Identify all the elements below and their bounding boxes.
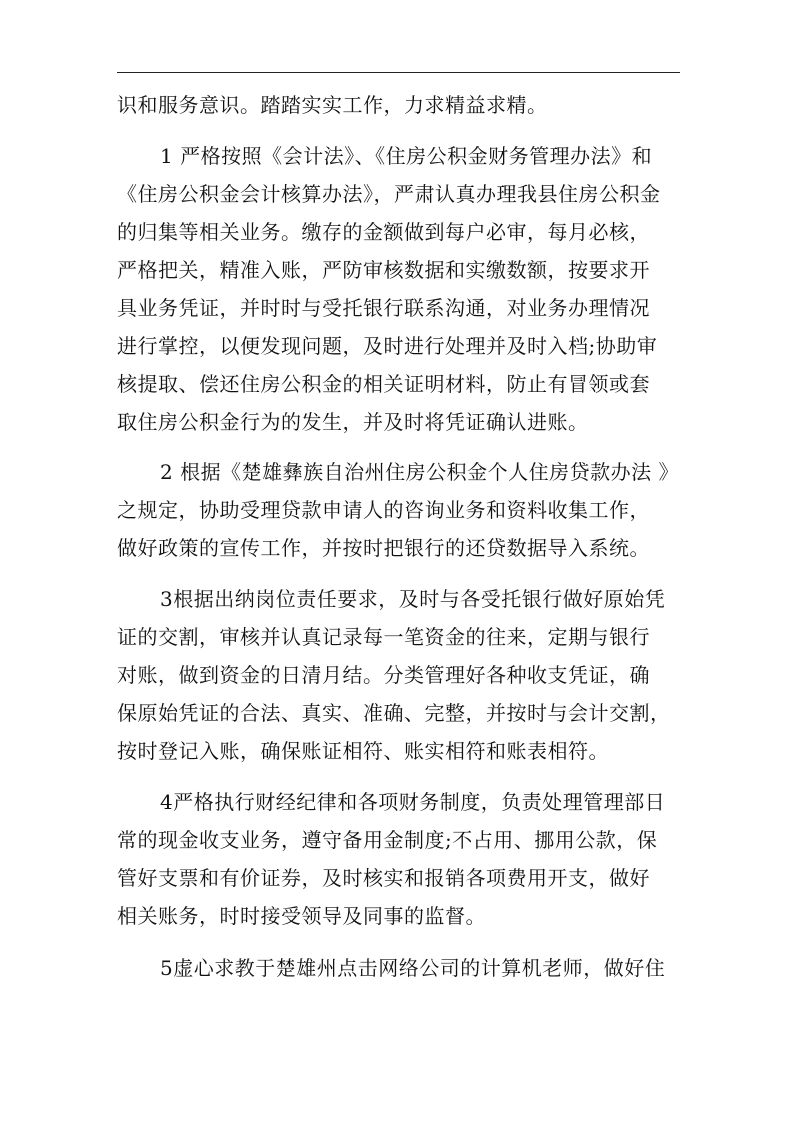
paragraph-5-line-1: 5虚心求教于楚雄州点击网络公司的计算机老师，做好住 [160, 956, 666, 980]
paragraph-1-line-6: 进行掌控，以便发现问题，及时进行处理并及时入档;协助审 [117, 334, 658, 358]
paragraph-3-line-4: 保原始凭证的合法、真实、准确、完整，并按时与会计交割， [117, 701, 671, 725]
paragraph-1-line-3: 的归集等相关业务。缴存的金额做到每户必审，每月必核， [117, 220, 650, 244]
paragraph-3-line-3: 对账，做到资金的日清月结。分类管理好各种收支凭证，确 [117, 663, 650, 687]
paragraph-4-line-2: 常的现金收支业务，遵守备用金制度;不占用、挪用公款，保 [117, 828, 658, 852]
text-line-1: 识和服务意识。踏踏实实工作，力求精益求精。 [117, 93, 548, 117]
paragraph-4-line-1: 4严格执行财经纪律和各项财务制度，负责处理管理部日 [160, 790, 666, 814]
paragraph-3-line-1: 3根据出纳岗位责任要求，及时与各受托银行做好原始凭 [160, 587, 666, 611]
paragraph-1-line-4: 严格把关，精准入账，严防审核数据和实缴数额，按要求开 [117, 258, 650, 282]
paragraph-1-line-5: 具业务凭证，并时时与受托银行联系沟通，对业务办理情况 [117, 296, 650, 320]
paragraph-1-line-8: 取住房公积金行为的发生，并及时将凭证确认进账。 [117, 410, 589, 434]
paragraph-4-line-3: 管好支票和有价证券，及时核实和报销各项费用开支，做好 [117, 866, 650, 890]
paragraph-1-line-2: 《住房公积金会计核算办法》，严肃认真办理我县住房公积金 [117, 182, 661, 206]
paragraph-3-line-2: 证的交割，审核并认真记录每一笔资金的往来，定期与银行 [117, 625, 650, 649]
paragraph-1-line-1: 1 严格按照《会计法》、《住房公积金财务管理办法》和 [160, 144, 653, 168]
paragraph-2-line-2: 之规定，协助受理贷款申请人的咨询业务和资料收集工作， [117, 498, 650, 522]
paragraph-4-line-4: 相关账务，时时接受领导及同事的监督。 [117, 904, 486, 928]
paragraph-3-line-5: 按时登记入账，确保账证相符、账实相符和账表相符。 [117, 739, 609, 763]
paragraph-2-line-3: 做好政策的宣传工作，并按时把银行的还贷数据导入系统。 [117, 536, 650, 560]
paragraph-1-line-7: 核提取、偿还住房公积金的相关证明材料，防止有冒领或套 [117, 372, 650, 396]
paragraph-2-line-1: 2 根据《楚雄彝族自治州住房公积金个人住房贷款办法 》 [160, 460, 679, 484]
